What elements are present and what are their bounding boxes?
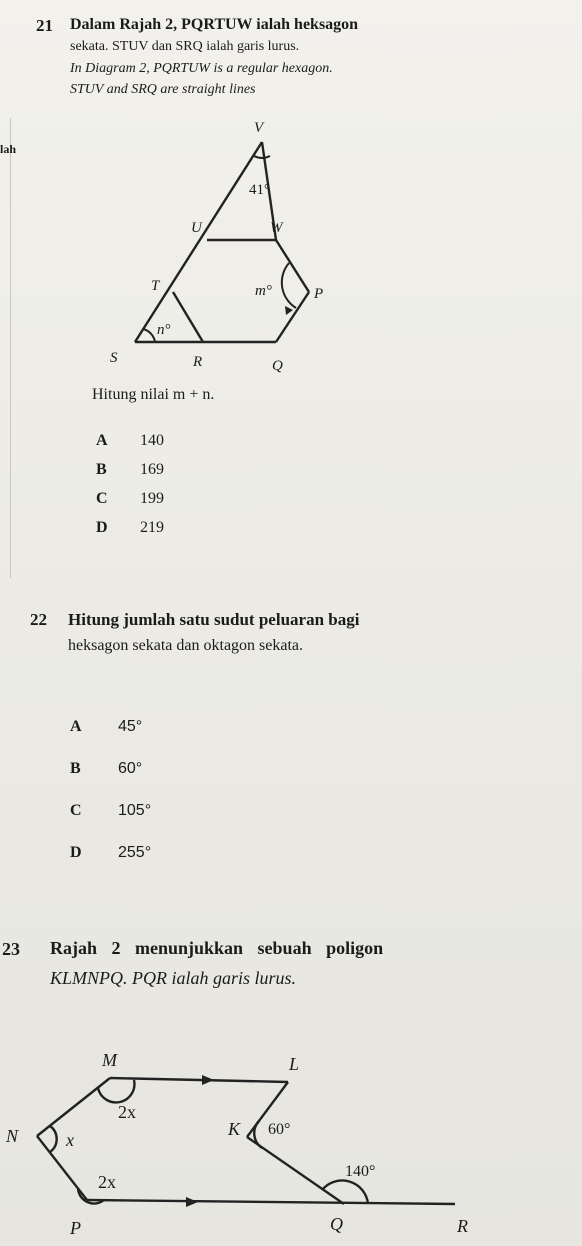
- q21-option-c-value[interactable]: 199: [140, 490, 164, 507]
- q22-option-a-value[interactable]: 45°: [118, 718, 143, 735]
- label-k: K: [228, 1119, 241, 1139]
- edge-np: [37, 1136, 87, 1200]
- question-23-text-line-2: KLMNPQ. PQR ialah garis lurus.: [50, 968, 297, 988]
- label-q: Q: [272, 358, 283, 374]
- q22-option-c-letter[interactable]: C: [70, 802, 82, 819]
- question-21-english-line-1: In Diagram 2, PQRTUW is a regular hexagon.: [70, 61, 333, 76]
- q22-option-d-letter[interactable]: D: [70, 844, 82, 861]
- q21-option-b-letter[interactable]: B: [96, 461, 107, 478]
- angle-arc-n: [50, 1126, 57, 1152]
- question-22-text-line-1: Hitung jumlah satu sudut peluaran bagi: [68, 610, 360, 629]
- question-21-english-line-2: STUV and SRQ are straight lines: [70, 82, 256, 97]
- q21-option-c-letter[interactable]: C: [96, 490, 108, 507]
- arrow-ml: [202, 1075, 214, 1085]
- label-r: R: [457, 1216, 468, 1236]
- q22-option-b-letter[interactable]: B: [70, 760, 81, 777]
- angle-label-m: m°: [255, 283, 272, 299]
- label-s: S: [110, 350, 118, 366]
- label-q: Q: [330, 1214, 343, 1234]
- label-v: V: [254, 120, 264, 136]
- arrow-pq: [186, 1197, 198, 1207]
- angle-label-41: 41°: [249, 182, 270, 198]
- q22-option-b-value[interactable]: 60°: [118, 760, 143, 777]
- q22-option-c-value[interactable]: 105°: [118, 802, 152, 819]
- angle-label-m-2x: 2x: [118, 1102, 136, 1122]
- label-t: T: [151, 278, 160, 294]
- q22-option-a-letter[interactable]: A: [70, 718, 82, 735]
- question-23-number: 23: [2, 939, 20, 959]
- q21-option-a-value[interactable]: 140: [140, 432, 164, 449]
- question-21-text-line-2: sekata. STUV dan SRQ ialah garis lurus.: [70, 39, 300, 54]
- label-r: R: [193, 354, 203, 370]
- q21-option-b-value[interactable]: 169: [140, 461, 164, 478]
- q21-option-a-letter[interactable]: A: [96, 432, 108, 449]
- label-u: U: [191, 220, 202, 236]
- question-22-number: 22: [30, 610, 47, 629]
- question-23-text-line-1: Rajah 2 menunjukkan sebuah poligon: [50, 938, 384, 958]
- question-21-text-line-1: Dalam Rajah 2, PQRTUW ialah heksagon: [70, 16, 359, 33]
- angle-label-p-2x: 2x: [98, 1172, 116, 1192]
- angle-label-k-60: 60°: [268, 1121, 291, 1138]
- q21-option-d-value[interactable]: 219: [140, 519, 164, 536]
- label-w: W: [270, 220, 283, 236]
- label-p: P: [314, 286, 324, 302]
- angle-label-n: n°: [157, 322, 171, 338]
- edge-mn: [37, 1078, 110, 1136]
- question-21-number: 21: [36, 16, 53, 35]
- question-22-text-line-2: heksagon sekata dan oktagon sekata.: [68, 637, 304, 654]
- angle-label-n-x: x: [66, 1130, 74, 1150]
- label-n: N: [6, 1126, 19, 1146]
- label-p: P: [70, 1218, 81, 1238]
- side-text-fragment: lah: [0, 142, 17, 156]
- question-21-prompt: Hitung nilai m + n.: [92, 386, 215, 403]
- q22-option-d-value[interactable]: 255°: [118, 844, 152, 861]
- angle-label-q-140: 140°: [345, 1163, 376, 1180]
- line-pqr: [87, 1200, 455, 1204]
- label-l: L: [289, 1054, 300, 1074]
- label-m: M: [102, 1050, 117, 1070]
- edge-ml: [110, 1078, 288, 1082]
- q21-option-d-letter[interactable]: D: [96, 519, 108, 536]
